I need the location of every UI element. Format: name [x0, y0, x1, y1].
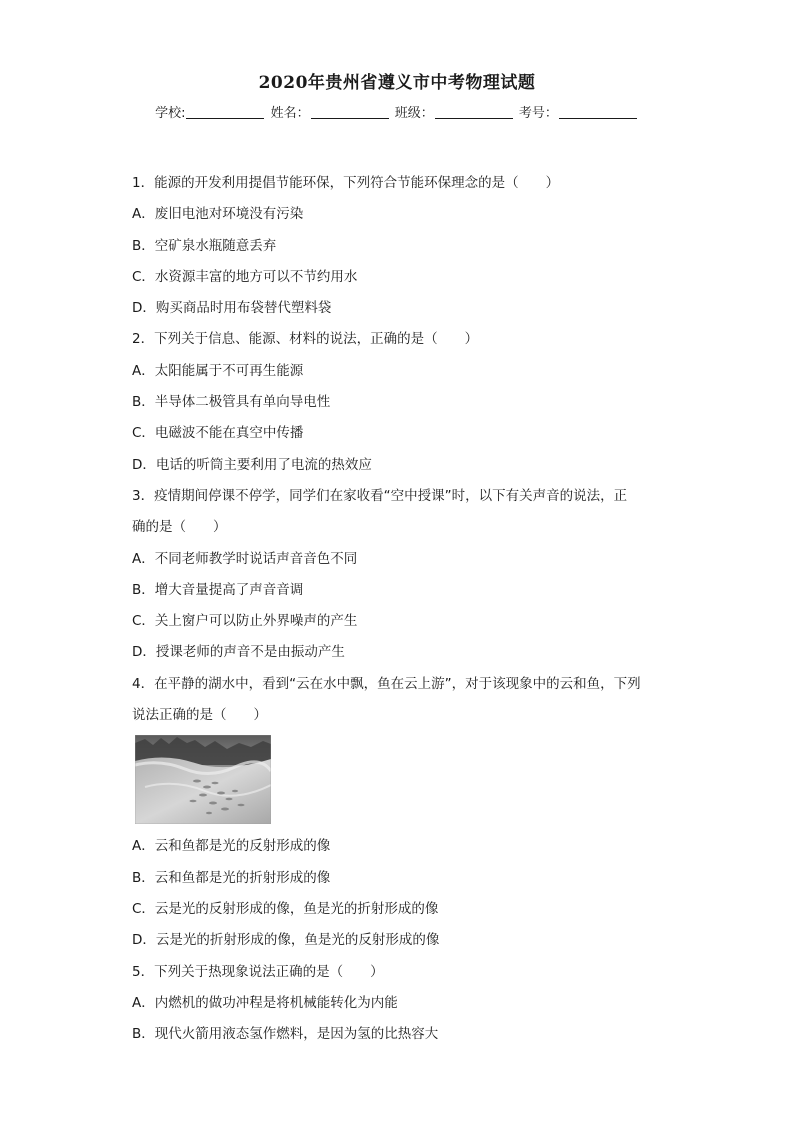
option-b: B．半导体二极管具有单向导电性 [132, 394, 331, 411]
question-4 [132, 669, 672, 957]
option-d: D．云是光的折射形成的像，鱼是光的反射形成的像 [132, 932, 440, 949]
class-blank[interactable] [435, 118, 513, 119]
school-blank[interactable] [186, 118, 264, 119]
option-c: C．水资源丰富的地方可以不节约用水 [132, 268, 358, 285]
class-label: 班级： [394, 106, 434, 121]
exam-number-label: 考号： [518, 106, 558, 121]
question-1 [132, 168, 672, 324]
lake-clouds-fish-photo [135, 735, 271, 824]
name-label: 姓名： [270, 106, 310, 121]
option-d: D．电话的听筒主要利用了电流的热效应 [132, 456, 372, 473]
exam-title: 2020年贵州省遵义市中考物理试题 [258, 73, 536, 93]
option-d: D．购买商品时用布袋替代塑料袋 [132, 300, 332, 317]
option-c: C．云是光的反射形成的像，鱼是光的折射形成的像 [132, 900, 439, 917]
option-b: B．云和鱼都是光的折射形成的像 [132, 869, 331, 886]
option-a: A．内燃机的做功冲程是将机械能转化为内能 [132, 994, 398, 1011]
name-blank[interactable] [311, 118, 389, 119]
option-b: B．增大音量提高了声音音调 [132, 581, 304, 598]
option-a: A．不同老师教学时说话声音音色不同 [132, 550, 358, 567]
question-2 [132, 324, 672, 480]
option-a: A．云和鱼都是光的反射形成的像 [132, 838, 331, 855]
option-a: A．太阳能属于不可再生能源 [132, 362, 304, 379]
question-stem: 4．在平静的湖水中，看到“云在水中飘，鱼在云上游”，对于该现象中的云和鱼，下列 [132, 675, 641, 692]
option-d: D．授课老师的声音不是由振动产生 [132, 644, 345, 661]
question-stem-continued: 说法正确的是（ ） [132, 707, 267, 724]
questions-list [132, 168, 672, 1050]
exam-number-blank[interactable] [559, 118, 637, 119]
question-stem: 3．疫情期间停课不停学，同学们在家收看“空中授课”时，以下有关声音的说法，正 [132, 487, 628, 504]
question-stem: 2．下列关于信息、能源、材料的说法，正确的是（ ） [132, 331, 479, 348]
option-b: B．空矿泉水瓶随意丢弃 [132, 237, 277, 254]
option-b: B．现代火箭用液态氢作燃料，是因为氢的比热容大 [132, 1026, 439, 1043]
lake-photo-container [132, 731, 672, 831]
question-stem: 1．能源的开发利用提倡节能环保，下列符合节能环保理念的是（ ） [132, 175, 560, 191]
question-stem: 5．下列关于热现象说法正确的是（ ） [132, 963, 384, 980]
question-stem-continued: 确的是（ ） [132, 519, 227, 536]
student-info-row [0, 102, 794, 121]
school-label: 学校: [155, 106, 186, 121]
option-c: C．电磁波不能在真空中传播 [132, 425, 304, 442]
option-a: A．废旧电池对环境没有污染 [132, 206, 304, 223]
question-5 [132, 957, 672, 1051]
question-3 [132, 481, 672, 669]
option-c: C．关上窗户可以防止外界噪声的产生 [132, 613, 358, 630]
